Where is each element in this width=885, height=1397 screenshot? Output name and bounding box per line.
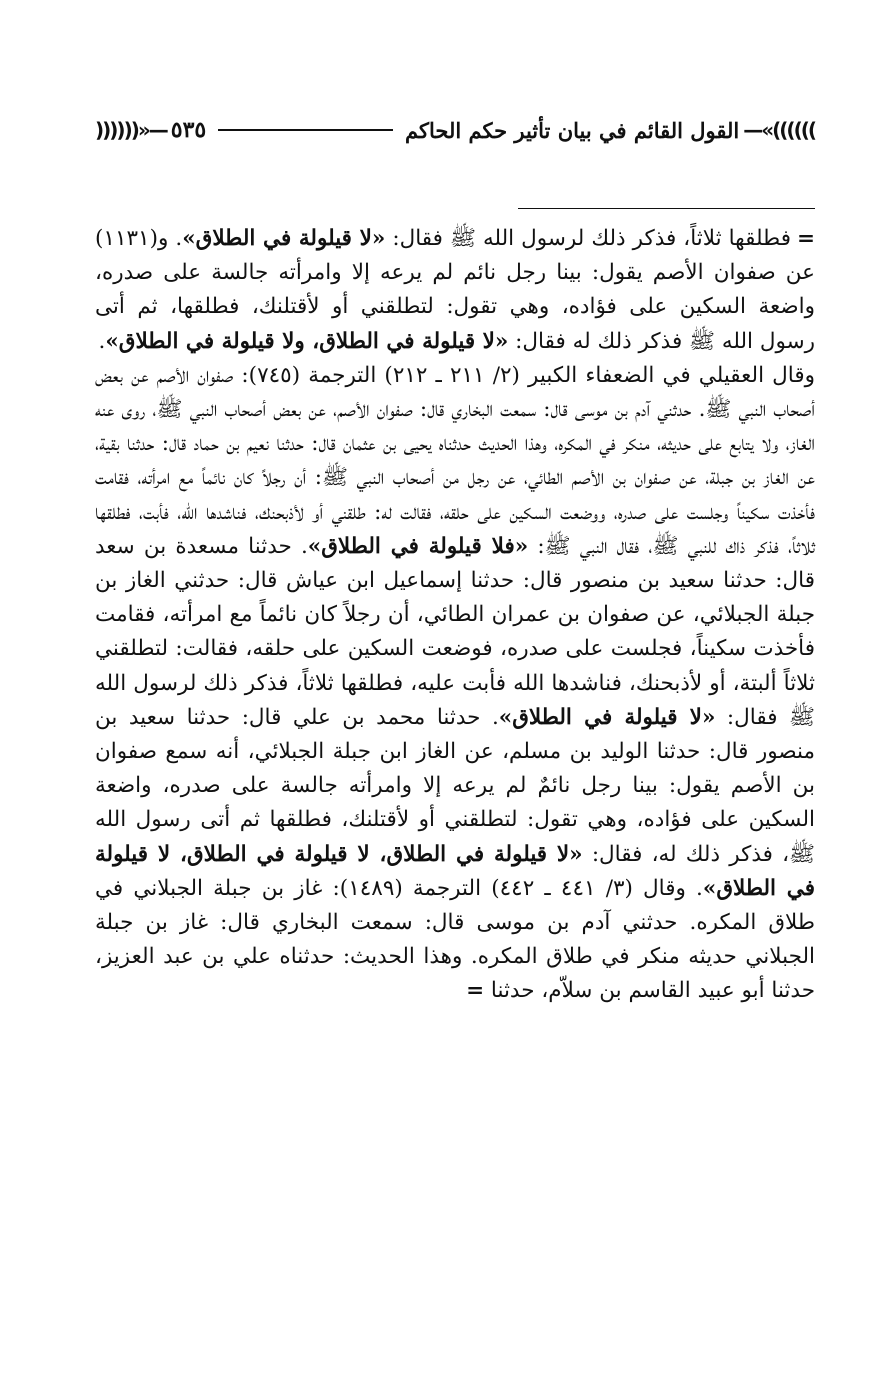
text-segment: .	[98, 328, 106, 354]
header-ornament-right: ))))))»—	[743, 118, 815, 142]
hadith-quote: «لا قيلولة في الطلاق»	[182, 226, 386, 251]
header-ornament-left: —«((((((	[95, 118, 167, 142]
page-number: ٥٣٥	[170, 117, 207, 143]
footnote-paragraph-2	[95, 359, 815, 1009]
text-segment: . حدثنا مسعدة بن سعد قال: حدثنا سعيد بن منصور قال: حدثنا إسماعيل ابن عياش قال: حدثني الغاز بن جبلة الجبلائي، عن صفوان بن عمران الطائي، أن رجلاً كان نائماً مع امرأته، فقامت فأخذت سكيناً، فجلست على صدره، فوضعت السكين على حلقه، فقالت: لتطلقني ثلاثاً ألبتة، أو لأذبحنك، فناشدها الله فأبت عليه، فطلقها ثلاثاً، فذكر ذلك لرسول الله ﷺ فقال:	[95, 533, 815, 730]
footnote-body	[95, 222, 815, 1342]
hadith-quote: «لا قيلولة في الطلاق، ولا قيلولة في الطلاق»	[105, 328, 509, 354]
page-header	[95, 112, 815, 148]
footnote-separator	[518, 208, 815, 209]
hadith-quote: «لا قيلولة في الطلاق، لا قيلولة في الطلاق، لا قيلولة في الطلاق»	[95, 841, 816, 901]
header-rule	[218, 129, 393, 131]
text-segment: . و(١١٣١) عن صفوان الأصم يقول: بينا رجل نائم لم يرعه إلا وامرأته جالسة على صدره، واضعة السكين على فؤاده، وهي تقول: لتطلقني أو لأقتلنك، فطلقها، ثم أتى رسول الله ﷺ فذكر ذلك له فقال:	[95, 226, 815, 354]
footnote-paragraph-1	[95, 222, 815, 359]
text-segment: . وقال (٣/ ٤٤١ ـ ٤٤٢) الترجمة (١٤٨٩): غاز بن جبلة الجبلاني في طلاق المكره. حدثني آدم بن موسى قال: سمعت البخاري قال: غاز بن جبلة الجبلاني حديثه منكر في طلاق المكره. وهذا الحديث: حدثناه علي بن عبد العزيز، حدثنا أبو عبيد القاسم بن سلاّم، حدثنا	[95, 875, 815, 1004]
hadith-quote: «فلا قيلولة في الطلاق»	[307, 533, 529, 559]
running-title: القول القائم في بيان تأثير حكم الحاكم	[405, 117, 740, 143]
continuation-mark-end: =	[466, 978, 485, 1004]
text-segment: . حدثنا محمد بن علي قال: حدثنا سعيد بن منصور قال: حدثنا الوليد بن مسلم، عن الغاز ابن جبلة الجبلائي، أنه سمع صفوان بن الأصم يقول: بينا رجل نائمٌ لم يرعه إلا وامرأته جالسة على صدره، واضعة السكين على فؤاده، وهي تقول: لتطلقني أو لأقتلنك، فطلقها ثم أتى رسول الله ﷺ، فذكر ذلك له، فقال:	[95, 704, 815, 867]
hadith-quote: «لا قيلولة في الطلاق»	[498, 704, 716, 730]
text-segment: فطلقها ثلاثاً، فذكر ذلك لرسول الله ﷺ فقال:	[385, 226, 791, 251]
continuation-mark: =	[796, 226, 815, 251]
text-segment: وقال العقيلي في الضعفاء الكبير (٢/ ٢١١ ـ ٢١٢) الترجمة (٧٤٥): صفوان الأصم عن بعض أصحاب النبي ﷺ. حدثني آدم بن موسى قال: سمعت البخاري قال: صفوان الأصم، عن بعض أصحاب النبي ﷺ، روى عنه الغاز، ولا يتابع على حديثه، منكر في المكره، وهذا الحديث حدثناه يحيى بن عثمان قال: حدثنا نعيم بن حماد قال: حدثنا بقية، عن الغاز بن جبلة، عن صفوان بن الأصم الطائي، عن رجل من أصحاب النبي ﷺ: أن رجلاً كان نائماً مع امرأته، فقامت فأخذت سكيناً وجلست على صدره، ووضعت السكين على حلقه، فقالت له: طلقني أو لأذبحنك، فناشدها الله، فأبت، فطلقها ثلاثاً، فذكر ذاك للنبي ﷺ، فقال النبي ﷺ:	[95, 362, 816, 559]
